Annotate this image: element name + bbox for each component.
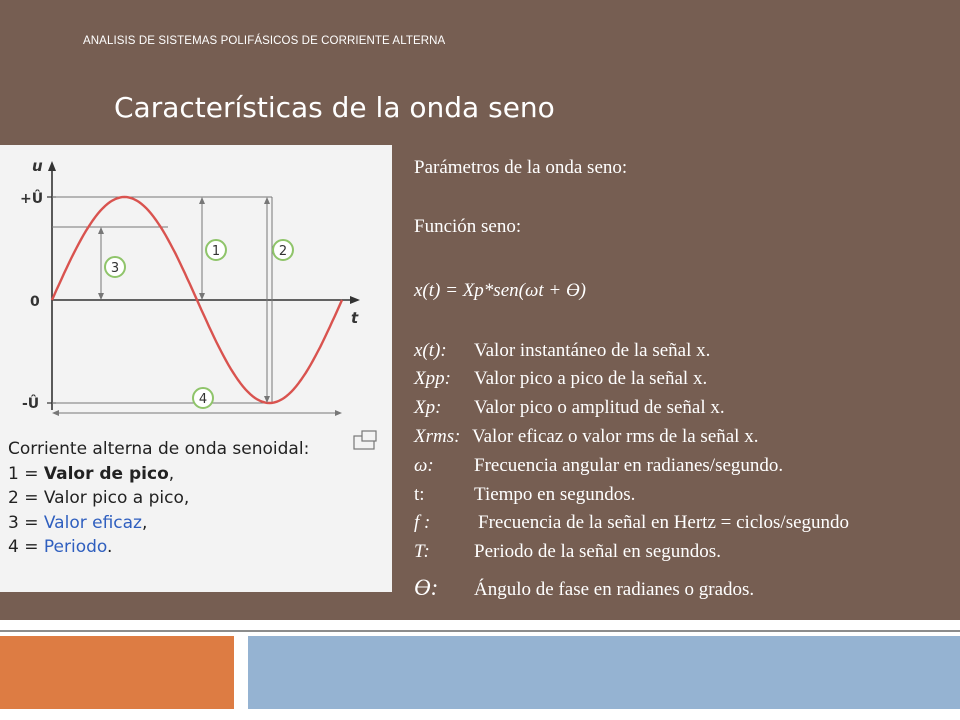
svg-text:4: 4 (198, 392, 208, 407)
arrowhead (199, 197, 205, 204)
caption-item-1: 1 = Valor de pico, (8, 463, 175, 484)
y-axis-arrow (48, 161, 56, 171)
caption-item-3: 3 = Valor eficaz, (8, 512, 148, 533)
param-row-theta: ϴ: Ángulo de fase en radianes o grados. (414, 575, 755, 600)
function-label: Función seno: (414, 216, 522, 237)
enlarge-icon[interactable] (354, 431, 376, 449)
param-row-t: t: Tiempo en segundos. (414, 484, 636, 505)
axis-label-u: u (32, 157, 43, 175)
y-label-top: +Û (20, 191, 44, 207)
svg-text:2: 2 (278, 244, 288, 259)
caption-link-periodo[interactable]: Periodo (43, 537, 107, 557)
slide-title: Características de la onda seno (114, 91, 555, 124)
marker-4 (193, 388, 213, 408)
axis-label-t: t (351, 309, 359, 327)
param-row-xp: Xp: Valor pico o amplitud de señal x. (414, 397, 725, 418)
param-row-f: f : Frecuencia de la señal en Hertz = ciclos/segundo (414, 512, 850, 533)
caption-link-valor-eficaz[interactable]: Valor eficaz (43, 512, 142, 533)
footer-divider (0, 630, 960, 632)
x-axis-arrow (350, 296, 360, 304)
marker-1 (206, 240, 226, 260)
param-row-xpp: Xpp: Valor pico a pico de la señal x. (414, 368, 708, 389)
sine-wave-figure (0, 145, 392, 592)
svg-text:1: 1 (211, 244, 221, 259)
arrowhead (199, 293, 205, 300)
figure-caption (8, 437, 309, 560)
caption-item-4: 4 = Periodo. (8, 537, 113, 557)
arrowhead (264, 197, 270, 204)
footer-blue-bar (248, 636, 960, 709)
arrowhead (98, 227, 104, 234)
marker-3 (105, 257, 125, 277)
y-label-zero: 0 (30, 294, 40, 310)
caption-title: Corriente alterna de onda senoidal: (8, 439, 310, 459)
slide-kicker: ANALISIS DE SISTEMAS POLIFÁSICOS DE CORRIENTE ALTERNA (83, 35, 446, 47)
y-label-bottom: -Û (22, 396, 40, 412)
svg-text:3: 3 (110, 261, 120, 276)
arrowhead (335, 410, 342, 416)
parameters-heading: Parámetros de la onda seno: (414, 157, 628, 178)
param-row-period: T: Periodo de la señal en segundos. (414, 541, 721, 562)
param-row-omega: ω: Frecuencia angular en radianes/segundo. (414, 455, 784, 476)
footer-orange-bar (0, 636, 234, 709)
arrowhead (52, 410, 59, 416)
marker-2 (273, 240, 293, 260)
arrowhead (98, 293, 104, 300)
sine-formula: x(t) = Xp*sen(ωt + ϴ) (414, 280, 587, 301)
param-row-xt: x(t): Valor instantáneo de la señal x. (414, 340, 711, 361)
param-row-xrms: Xrms: Valor eficaz o valor rms de la señal x. (414, 426, 759, 447)
caption-item-2: 2 = Valor pico a pico, (8, 488, 190, 508)
